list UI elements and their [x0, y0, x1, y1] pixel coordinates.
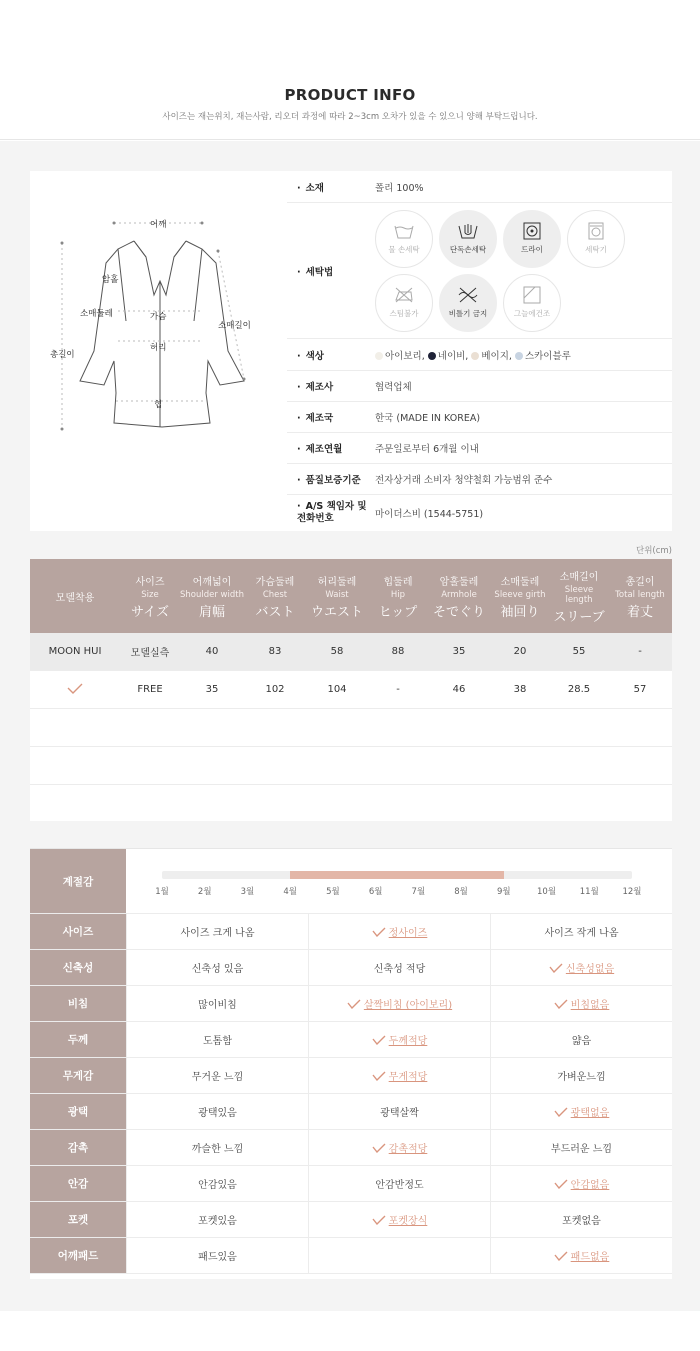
size-header-cell — [30, 559, 120, 633]
feel-option-text: 안감없음 — [570, 1180, 610, 1191]
size-header-cell — [490, 559, 550, 633]
size-cell: 35 — [205, 684, 219, 695]
feel-option-text: 살짝비침 (아이보리) — [363, 1000, 453, 1011]
size-header-jp: ウエスト — [310, 604, 363, 620]
size-header-cell — [428, 559, 490, 633]
feel-option-text: 신축성 있음 — [191, 964, 244, 975]
feel-option-text: 광택살짝 — [380, 1108, 419, 1119]
size-header-en: Armhole — [441, 589, 477, 600]
feel-option — [126, 1022, 308, 1057]
size-cell: 35 — [452, 646, 466, 657]
size-header-en: Size — [141, 589, 159, 600]
month-label: 1월 — [155, 887, 169, 897]
feel-label: 광택 — [30, 1094, 126, 1129]
size-header-ko: 소매길이 — [559, 571, 599, 583]
feel-row — [30, 950, 672, 986]
month-label: 9월 — [497, 887, 511, 897]
no-wring-icon — [457, 286, 479, 304]
size-header-cell — [608, 559, 672, 633]
size-header-en: Sleeve length — [564, 584, 594, 605]
color-swatch-navy — [428, 352, 436, 360]
size-row-free — [30, 671, 672, 709]
wash-hand-wash — [375, 210, 433, 268]
feel-option-selected — [490, 1166, 672, 1201]
size-header-jp: サイズ — [131, 604, 169, 620]
size-cell: 55 — [572, 646, 586, 657]
feel-row — [30, 1202, 672, 1238]
size-header-cell — [368, 559, 428, 633]
feel-option-selected — [308, 1058, 490, 1093]
feel-option — [490, 1022, 672, 1057]
wash-label: 물 손세탁 — [388, 245, 420, 254]
feel-label: 두께 — [30, 1022, 126, 1057]
size-cell: 40 — [205, 646, 219, 657]
size-cell: 모델실측 — [130, 648, 170, 659]
color-name: 베이지, — [481, 350, 512, 362]
color-name: 아이보리, — [385, 350, 425, 362]
wash-label: 비틀기 금지 — [448, 309, 488, 318]
size-cell: 102 — [265, 684, 285, 695]
month-label: 4월 — [283, 887, 297, 897]
check-icon — [372, 927, 386, 937]
feel-option — [126, 986, 308, 1021]
spec-value: 폴리 100% — [375, 182, 424, 194]
size-row-empty — [30, 747, 672, 785]
feel-row — [30, 1238, 672, 1274]
feel-option-text: 감촉적당 — [388, 1144, 428, 1155]
size-cell: 57 — [633, 684, 647, 695]
size-row-empty — [30, 785, 672, 823]
feel-option-selected — [308, 986, 490, 1021]
size-cell: 38 — [513, 684, 527, 695]
size-cell: MOON HUI — [48, 646, 102, 657]
size-header-jp: ヒップ — [378, 604, 418, 620]
wash-label: 드라이 — [521, 245, 543, 254]
color-swatch-ivory — [375, 352, 383, 360]
dry-clean-icon — [521, 222, 543, 240]
spec-value: 전자상거래 소비자 청약철회 가능범위 준수 — [375, 475, 553, 486]
month-label: 5월 — [326, 887, 340, 897]
feel-label: 어깨패드 — [30, 1238, 126, 1273]
month-label: 10월 — [537, 887, 557, 897]
feel-option-text: 포켓장식 — [388, 1216, 428, 1227]
size-row-empty — [30, 709, 672, 747]
wash-shade-dry — [503, 274, 561, 332]
size-header-en: Chest — [262, 589, 288, 600]
feel-option-text: 무거운 느낌 — [191, 1072, 244, 1083]
feel-row — [30, 1130, 672, 1166]
label-hip: 힙 — [154, 400, 163, 410]
check-icon — [372, 1071, 386, 1081]
season-fill — [290, 871, 504, 879]
feel-option — [490, 1130, 672, 1165]
size-header-ko: 사이즈 — [135, 576, 165, 588]
feel-option-text: 신축성 적당 — [373, 964, 426, 975]
size-cell: 46 — [452, 684, 466, 695]
wash-label: 스팀불가 — [389, 309, 419, 318]
check-icon — [372, 1143, 386, 1153]
size-row-model — [30, 633, 672, 671]
feel-option-text: 사이즈 작게 나옴 — [544, 928, 619, 939]
shade-dry-icon — [521, 286, 543, 304]
size-header-jp: バスト — [255, 604, 295, 620]
spec-row-quality — [287, 464, 672, 495]
wash-dry-clean — [503, 210, 561, 268]
label-shoulder: 어깨 — [150, 220, 167, 230]
feel-option-text: 신축성없음 — [565, 964, 615, 975]
size-header-ko: 소매둘레 — [500, 576, 540, 588]
size-cell: - — [638, 646, 642, 657]
feel-option-selected — [490, 950, 672, 985]
color-name: 스카이블루 — [524, 350, 571, 362]
check-icon — [347, 999, 361, 1009]
feel-option-text: 까슬한 느낌 — [191, 1144, 244, 1155]
feel-option-selected — [490, 1238, 672, 1273]
as-label-line1: A/S 책임자 및 — [305, 501, 367, 512]
spec-key: · 세탁법 — [287, 264, 375, 278]
label-armhole: 암홀 — [102, 275, 119, 285]
as-label-line2: 전화번호 — [297, 513, 334, 524]
size-table-header — [30, 559, 672, 633]
size-notice: 사이즈는 재는위치, 재는사람, 리오더 과정에 따라 2~3cm 오차가 있을 수 있으니 양해 부탁드립니다. — [162, 112, 538, 122]
month-label: 6월 — [368, 887, 383, 897]
spec-value: 마이더스비 (1544-5751) — [375, 509, 484, 520]
month-label: 12월 — [622, 887, 642, 897]
spec-row-as — [287, 495, 672, 531]
color-swatch-skyblue — [515, 352, 523, 360]
size-header-ko: 가슴둘레 — [255, 576, 295, 588]
feel-option — [308, 950, 490, 985]
wash-no-steam — [375, 274, 433, 332]
size-header-jp: 着丈 — [626, 604, 653, 620]
size-cell: FREE — [137, 684, 163, 695]
unit-label: 단위(cm) — [635, 546, 672, 556]
wash-label: 그늘에건조 — [513, 309, 551, 318]
size-table — [30, 559, 672, 821]
feel-option — [126, 1166, 308, 1201]
size-cell — [30, 683, 120, 697]
feel-option-text: 얇음 — [571, 1036, 592, 1047]
size-header-ko: 암홀둘레 — [439, 576, 479, 588]
spec-key: · 제조국 — [287, 410, 375, 424]
feel-option-text: 정사이즈 — [388, 928, 428, 939]
check-icon — [372, 1035, 386, 1045]
label-sleeve-girth: 소매둘레 — [80, 309, 113, 319]
check-icon — [554, 1251, 568, 1261]
separate-hand-wash-icon — [457, 222, 479, 240]
feel-option-selected — [308, 1022, 490, 1057]
feel-option-text: 사이즈 크게 나옴 — [180, 928, 255, 939]
feel-option-text: 많이비침 — [198, 1000, 237, 1011]
feel-option-text: 포켓없음 — [562, 1216, 601, 1227]
feel-row — [30, 1022, 672, 1058]
feel-option-text: 두께적당 — [388, 1036, 428, 1047]
hand-wash-icon — [393, 222, 415, 240]
check-icon — [372, 1215, 386, 1225]
feel-option-text: 무게적당 — [388, 1072, 428, 1083]
month-label: 7월 — [411, 887, 426, 897]
feel-option — [126, 1202, 308, 1237]
feel-option — [126, 1238, 308, 1273]
month-label: 11월 — [579, 887, 599, 897]
check-icon — [554, 1107, 568, 1117]
feel-option — [490, 1202, 672, 1237]
wash-washing-machine — [567, 210, 625, 268]
fabric-feel-table — [30, 848, 672, 1279]
spec-value: 한국 (MADE IN KOREA) — [375, 413, 481, 424]
spec-key: · 소재 — [287, 180, 375, 194]
size-header-jp: 袖回り — [500, 604, 540, 620]
wash-icons — [375, 201, 665, 341]
garment-diagram — [30, 171, 280, 531]
spec-key: · 제조연월 — [287, 441, 375, 455]
feel-option-text: 부드러운 느낌 — [550, 1144, 613, 1155]
label-sleeve-length: 소매길이 — [218, 321, 251, 331]
spec-row-date — [287, 433, 672, 464]
spec-row-wash — [287, 203, 672, 339]
feel-option-text: 안감있음 — [198, 1180, 237, 1191]
wash-no-wring — [439, 274, 497, 332]
wash-label: 단독손세탁 — [449, 245, 487, 254]
feel-label: 신축성 — [30, 950, 126, 985]
size-cell: 58 — [330, 646, 344, 657]
feel-option — [490, 1058, 672, 1093]
feel-row — [30, 914, 672, 950]
size-header-en: Shoulder width — [180, 589, 244, 600]
spec-row-color — [287, 339, 672, 371]
spec-key — [287, 501, 375, 525]
size-header-cell — [244, 559, 306, 633]
size-header-jp: そでぐり — [432, 604, 485, 620]
label-chest: 가슴 — [150, 312, 167, 322]
check-icon — [67, 683, 83, 694]
product-info-section — [30, 171, 672, 531]
size-cell: 20 — [513, 646, 527, 657]
feel-row — [30, 1058, 672, 1094]
label-total-length: 총길이 — [50, 350, 75, 360]
feel-option-selected — [308, 1202, 490, 1237]
feel-row — [30, 986, 672, 1022]
feel-option — [126, 950, 308, 985]
page-title: PRODUCT INFO — [284, 86, 416, 104]
size-cell: 28.5 — [567, 684, 591, 695]
spec-row-country — [287, 402, 672, 433]
size-header-ko: 모델착용 — [55, 592, 95, 604]
month-label: 8월 — [454, 887, 468, 897]
size-header-ko: 힙둘레 — [383, 576, 413, 588]
season-track — [162, 871, 632, 879]
wash-label: 세탁기 — [585, 245, 607, 254]
size-header-jp: スリーブ — [553, 609, 605, 625]
feel-row — [30, 1094, 672, 1130]
feel-label: 포켓 — [30, 1202, 126, 1237]
color-list — [375, 348, 672, 362]
size-header-cell — [180, 559, 244, 633]
feel-option — [126, 1130, 308, 1165]
size-header-en: Sleeve girth — [494, 589, 546, 600]
spec-value: 협력업체 — [375, 382, 412, 393]
feel-option — [308, 1094, 490, 1129]
spec-row-maker — [287, 371, 672, 402]
feel-option — [308, 1238, 490, 1273]
color-swatch-beige — [471, 352, 479, 360]
feel-option-text: 광택없음 — [570, 1108, 610, 1119]
size-cell: 83 — [268, 646, 282, 657]
color-name: 네이비, — [437, 350, 469, 362]
wash-separate-hand-wash — [439, 210, 497, 268]
spec-table — [287, 171, 672, 531]
feel-option — [126, 914, 308, 949]
feel-option-text: 도톰함 — [203, 1036, 232, 1047]
feel-label: 무게감 — [30, 1058, 126, 1093]
size-header-en: Waist — [325, 589, 349, 600]
size-cell: - — [396, 684, 400, 695]
page-header — [0, 0, 700, 140]
feel-option-text: 가벼운느낌 — [557, 1072, 606, 1083]
spec-key: · 제조사 — [287, 379, 375, 393]
spec-value: 주문일로부터 6개월 이내 — [375, 444, 479, 455]
month-label: 2월 — [197, 887, 212, 897]
feel-row-season — [30, 849, 672, 914]
check-icon — [554, 1179, 568, 1189]
feel-option-selected — [490, 1094, 672, 1129]
size-header-en: Hip — [390, 589, 406, 600]
size-header-ko: 허리둘레 — [317, 576, 357, 588]
feel-option — [308, 1166, 490, 1201]
size-cell: 104 — [327, 684, 347, 695]
size-header-ko: 총길이 — [625, 576, 655, 588]
feel-option-text: 포켓있음 — [198, 1216, 237, 1227]
feel-option-selected — [490, 986, 672, 1021]
feel-row — [30, 1166, 672, 1202]
feel-option-text: 패드없음 — [570, 1252, 610, 1263]
spec-row-material — [287, 171, 672, 203]
month-label: 3월 — [240, 887, 255, 897]
feel-label: 계절감 — [30, 849, 126, 913]
feel-option-text: 광택있음 — [198, 1108, 237, 1119]
spec-key: · 색상 — [287, 348, 375, 362]
size-cell: 88 — [391, 646, 405, 657]
label-waist: 허리 — [150, 343, 167, 353]
size-header-ko: 어깨넓이 — [192, 576, 232, 588]
feel-option — [126, 1058, 308, 1093]
size-header-jp: 肩幅 — [198, 604, 225, 620]
size-header-cell — [550, 559, 608, 633]
size-header-cell — [120, 559, 180, 633]
size-header-en: Total length — [615, 589, 665, 600]
feel-option-text: 안감반정도 — [375, 1180, 424, 1191]
no-steam-icon — [393, 286, 415, 304]
size-header-cell — [306, 559, 368, 633]
feel-label: 비침 — [30, 986, 126, 1021]
feel-option-selected — [308, 914, 490, 949]
check-icon — [549, 963, 563, 973]
season-timeline — [126, 849, 672, 914]
feel-option — [126, 1094, 308, 1129]
feel-option-text: 비침없음 — [570, 1000, 610, 1011]
feel-label: 사이즈 — [30, 914, 126, 949]
check-icon — [554, 999, 568, 1009]
feel-label: 안감 — [30, 1166, 126, 1201]
feel-option-selected — [308, 1130, 490, 1165]
feel-option-text: 패드있음 — [198, 1252, 237, 1263]
feel-label: 감촉 — [30, 1130, 126, 1165]
spec-key: · 품질보증기준 — [287, 472, 375, 486]
feel-option — [490, 914, 672, 949]
washing-machine-icon — [585, 222, 607, 240]
